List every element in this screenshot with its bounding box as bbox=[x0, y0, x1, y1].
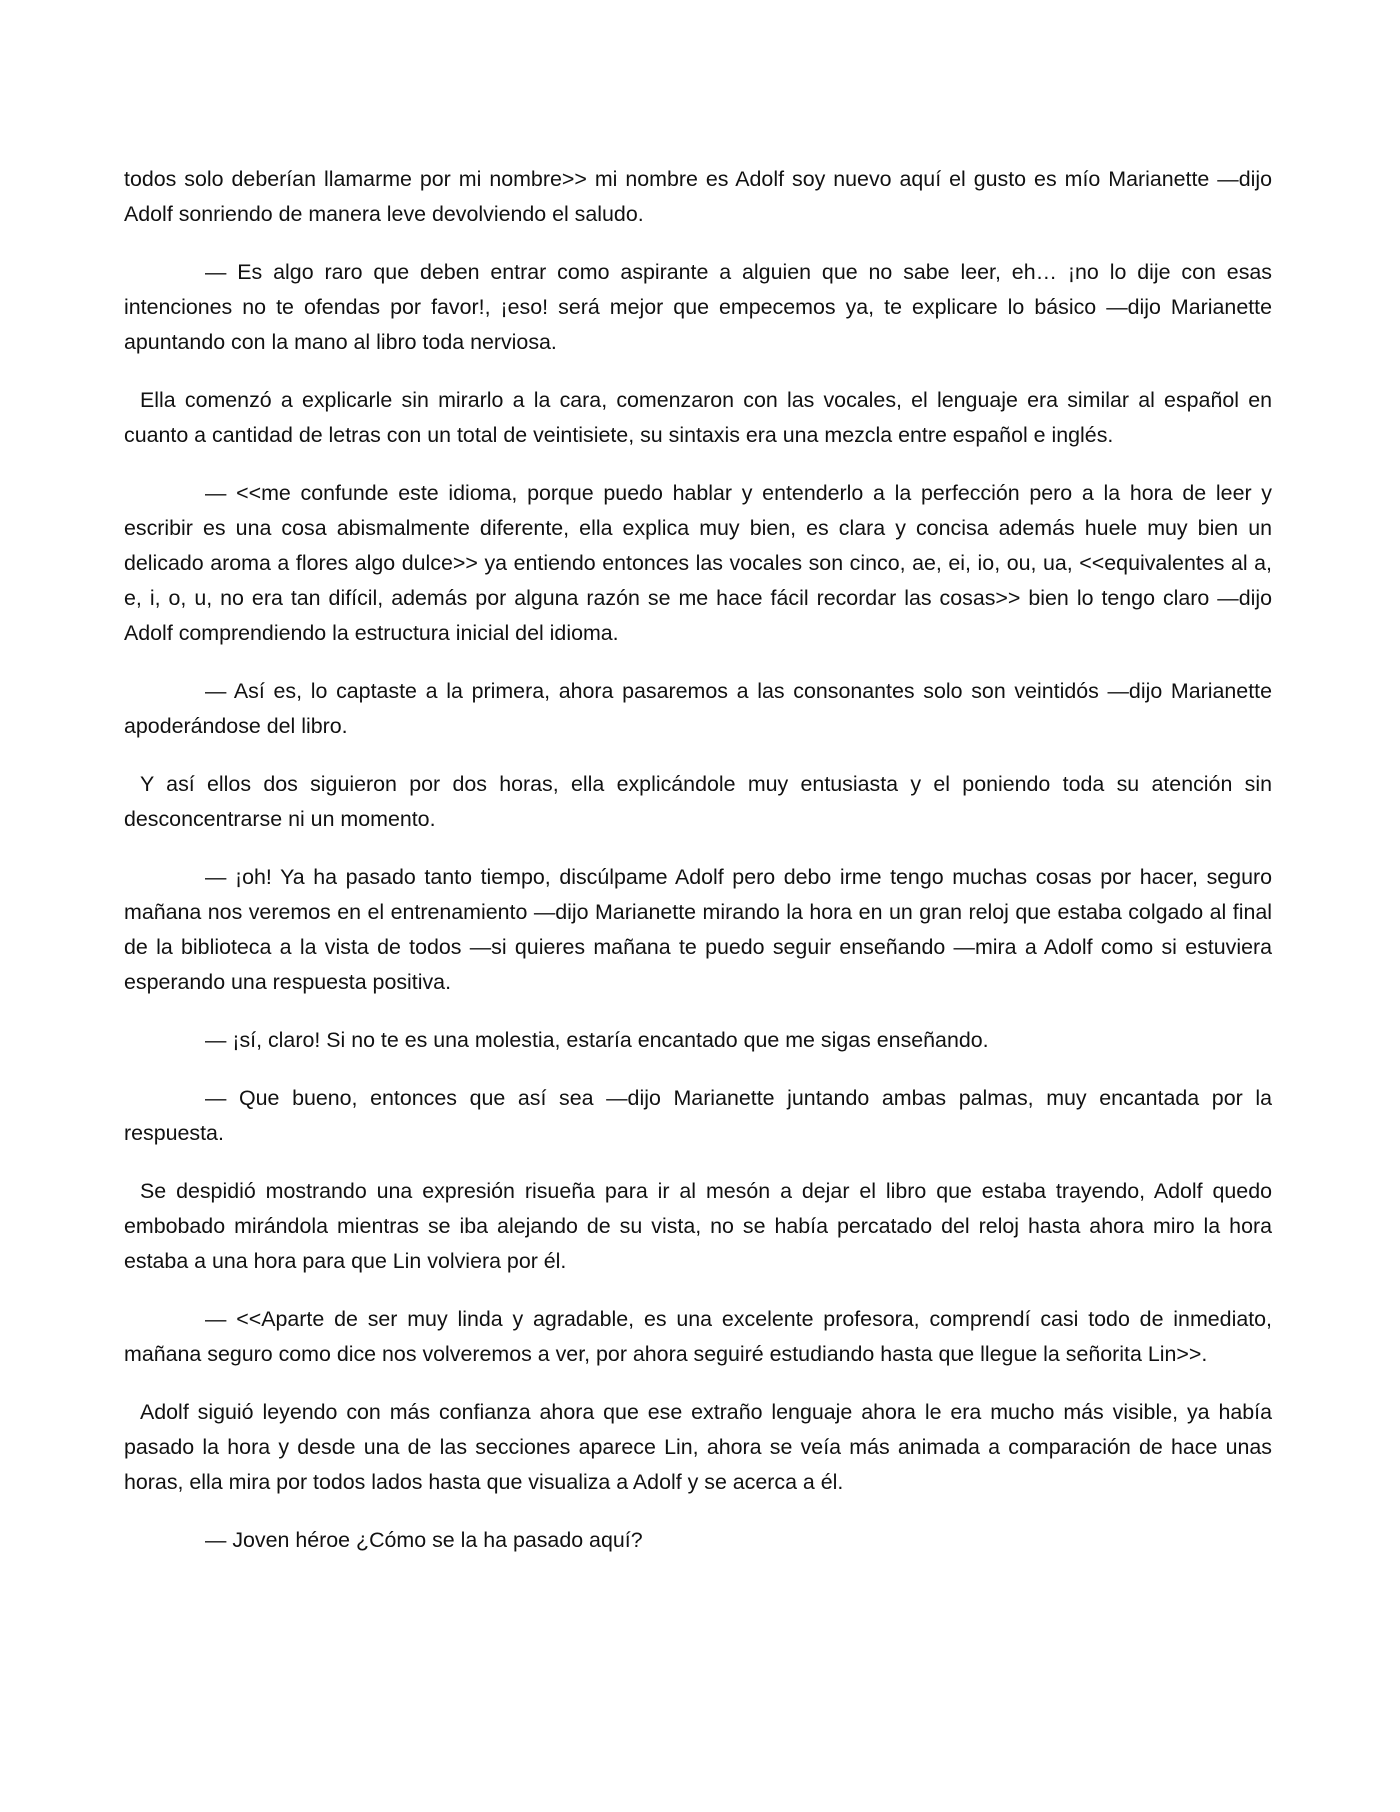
paragraph-5: — Así es, lo captaste a la primera, ahora pasaremos a las consonantes solo son veintidós —dijo Marianette apoderándose del libro. bbox=[124, 679, 1272, 738]
paragraph-1: todos solo deberían llamarme por mi nombre>> mi nombre es Adolf soy nuevo aquí el gusto es mío Marianette —dijo Adolf sonriendo de manera leve devolviendo el saludo. bbox=[124, 167, 1272, 226]
paragraph-3: Ella comenzó a explicarle sin mirarlo a la cara, comenzaron con las vocales, el lenguaje era similar al español en cuanto a cantidad de letras con un total de veintisiete, su sintaxis era una mezcla entre español e inglés. bbox=[124, 388, 1272, 447]
paragraph-11: — <<Aparte de ser muy linda y agradable, es una excelente profesora, comprendí casi todo de inmediato, mañana seguro como dice nos volveremos a ver, por ahora seguiré estudiando hasta que llegue la señorita Lin>>. bbox=[124, 1307, 1272, 1366]
paragraph-8: — ¡sí, claro! Si no te es una molestia, estaría encantado que me sigas enseñando. bbox=[205, 1028, 989, 1052]
paragraph-2: — Es algo raro que deben entrar como aspirante a alguien que no sabe leer, eh… ¡no lo dije con esas intenciones no te ofendas por favor!, ¡eso! será mejor que empecemos ya, te explicare lo básico —dijo Marianette apuntando con la mano al libro toda nerviosa. bbox=[124, 260, 1272, 354]
paragraph-7: — ¡oh! Ya ha pasado tanto tiempo, discúlpame Adolf pero debo irme tengo muchas cosas por hacer, seguro mañana nos veremos en el entrenamiento —dijo Marianette mirando la hora en un gran reloj que estaba colgado al final de la biblioteca a la vista de todos —si quieres mañana te puedo seguir enseñando —mira a Adolf como si estuviera esperando una respuesta positiva. bbox=[124, 865, 1272, 994]
paragraph-10: Se despidió mostrando una expresión risueña para ir al mesón a dejar el libro que estaba trayendo, Adolf quedo embobado mirándola mientras se iba alejando de su vista, no se había percatado del reloj hasta ahora miro la hora estaba a una hora para que Lin volviera por él. bbox=[124, 1179, 1272, 1273]
paragraph-9: — Que bueno, entonces que así sea —dijo Marianette juntando ambas palmas, muy encantada por la respuesta. bbox=[124, 1086, 1272, 1145]
paragraph-13: — Joven héroe ¿Cómo se la ha pasado aquí? bbox=[205, 1528, 643, 1552]
paragraph-6: Y así ellos dos siguieron por dos horas, ella explicándole muy entusiasta y el poniendo toda su atención sin desconcentrarse ni un momento. bbox=[124, 772, 1272, 831]
paragraph-4: — <<me confunde este idioma, porque puedo hablar y entenderlo a la perfección pero a la hora de leer y escribir es una cosa abismalmente diferente, ella explica muy bien, es clara y concisa además huele muy bien un delicado aroma a flores algo dulce>> ya entiendo entonces las vocales son cinco, ae, ei, io, ou, ua, <<equivalentes al a, e, i, o, u, no era tan difícil, además por alguna razón se me hace fácil recordar las cosas>> bien lo tengo claro —dijo Adolf comprendiendo la estructura inicial del idioma. bbox=[124, 481, 1272, 645]
paragraph-12: Adolf siguió leyendo con más confianza ahora que ese extraño lenguaje ahora le era mucho más visible, ya había pasado la hora y desde una de las secciones aparece Lin, ahora se veía más animada a comparación de hace unas horas, ella mira por todos lados hasta que visualiza a Adolf y se acerca a él. bbox=[124, 1400, 1272, 1494]
